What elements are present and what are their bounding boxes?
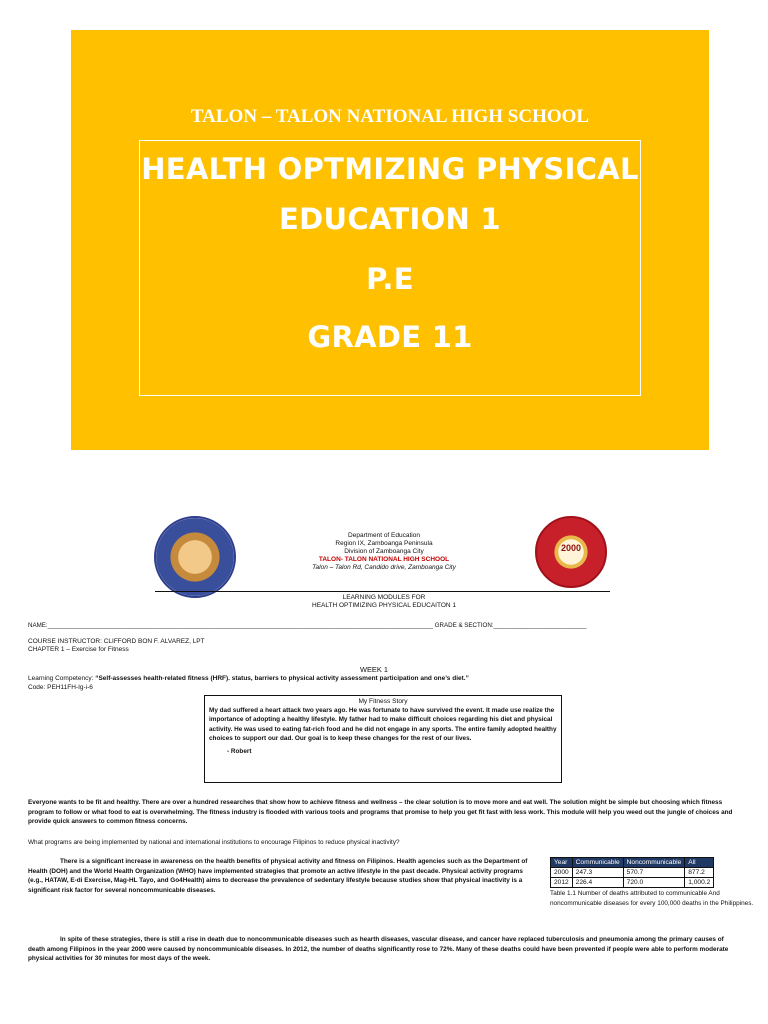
table-header-cell: Noncommunicable [623,858,685,868]
awareness-paragraph: There is a significant increase in awareness on the health benefits of physical activity and fitness on Filipinos. Health agencies such as the Department of Health (DOH) and the World Health Organization (WHO) have implemented strategies that promote an active lifestyle in the past decade. Physical activity programs (e.g., HATAW, E-di Exercise, Mag-HL Tayo, and Go4Health) aims to decrease the prevalence of sedentary lifestyle because studies show that physical inactivity is a significant risk factor for several noncommunicable diseases. [28,858,528,894]
table-cell: 1,000.2 [685,878,714,888]
table-row [551,878,714,888]
course-instructor: COURSE INSTRUCTOR: CLIFFORD BON F. ALVAREZ, LPT [28,638,205,645]
table-header-cell: Communicable [572,858,623,868]
cover-grade: GRADE 11 [307,320,473,354]
table-header-cell: All [685,858,714,868]
chapter-title: CHAPTER 1 – Exercise for Fitness [28,646,129,653]
week-label: WEEK 1 [360,665,388,674]
modules-line2: HEALTH OPTIMIZING PHYSICAL EDUCAITON 1 [312,602,456,609]
table-cell: 226.4 [572,878,623,888]
school-seal-year: 2000 [560,543,582,553]
letterhead [240,532,528,572]
modules-line1: LEARNING MODULES FOR [342,594,426,601]
competency-text: “Self-assesses health-related fitness (HRF). status, barriers to physical activity assessment participation and one’s diet.” [93,675,469,682]
competency-code: Code: PEH11FH-Ig-i-6 [28,684,93,691]
letterhead-region: Region IX, Zamboanga Peninsula [335,540,433,547]
letterhead-divider [155,591,610,592]
table-cell: 720.0 [623,878,685,888]
table-cell: 247.3 [572,868,623,878]
cover-page [71,30,709,450]
table-header-cell: Year [551,858,573,868]
table-cell: 2000 [551,868,573,878]
intro-paragraph: Everyone wants to be fit and healthy. There are over a hundred researches that show how to achieve fitness and wellness – the clear solution is to move more and eat well. The solution might be simple but choosing which fitness program to follow or what food to eat is overwhelming. The fitness industry is flooded with various tools and programs that promise to help you get fit fast with less work. This module will help you weed out the jungle of choices and provide quick answers to common fitness concerns. [28,799,733,826]
competency-label: Learning Competency: [28,675,94,682]
noncommunicable-paragraph: In spite of these strategies, there is still a rise in death due to noncommunicable diseases such as hearth diseases, vascular disease, and cancer have replaced tuberculosis and pneumonia among the primary causes of death among Filipinos in the year 2000 were caused by noncommunicable diseases. In 2012, the number of deaths significantly rose to 72%. Many of these deaths could have been prevented if people were able to perform moderate physical activities for 30 minutes for most days of the week. [28,936,729,963]
cover-subject-line2: EDUCATION 1 [279,202,501,236]
name-grade-line: NAME:________________________________________________________________________________________________________________ GRADE & SECTION:___________________________ [28,622,587,629]
letterhead-dept: Department of Education [348,532,420,539]
cover-subject-line3: P.E [366,262,414,296]
letterhead-school: TALON- TALON NATIONAL HIGH SCHOOL [318,556,450,563]
deped-seal-logo [154,516,236,598]
cover-subject-line1: HEALTH OPTMIZING PHYSICAL [141,152,639,186]
story-title: My Fitness Story [358,698,408,705]
learning-competency [28,675,469,683]
story-signature: - Robert [227,748,252,756]
deaths-table [550,857,714,888]
letterhead-address: Talon – Talon Rd, Candido drive, Zamboanga City [312,564,456,571]
table-row [551,868,714,878]
table-cell: 877.2 [685,868,714,878]
fitness-story-box [204,695,562,783]
modules-heading [240,594,528,610]
table-header-row [551,858,714,868]
story-body: My dad suffered a heart attack two years ago. He was fortunate to have survived the event. It made use realize the importance of adopting a healthy lifestyle. My father had to make difficult choices regarding his diet and physical activity. He was used to eating fat-rich food and he did not engage in any sports. The entire family adopted healthy choices to support our dad. Our goal is to keep these changes for the rest of our lives. [209,707,557,742]
letterhead-division: Division of Zamboanga City [344,548,424,555]
cover-school-name: TALON – TALON NATIONAL HIGH SCHOOL [190,106,590,127]
table-cell: 570.7 [623,868,685,878]
question-paragraph: What programs are being implemented by national and international institutions to encourage Filipinos to reduce physical inactivity? [28,839,400,846]
table-caption: Table 1.1 Number of deaths attributed to communicable And noncommunicable diseases for every 100,000 deaths in the Philippines. [550,890,754,907]
table-cell: 2012 [551,878,573,888]
